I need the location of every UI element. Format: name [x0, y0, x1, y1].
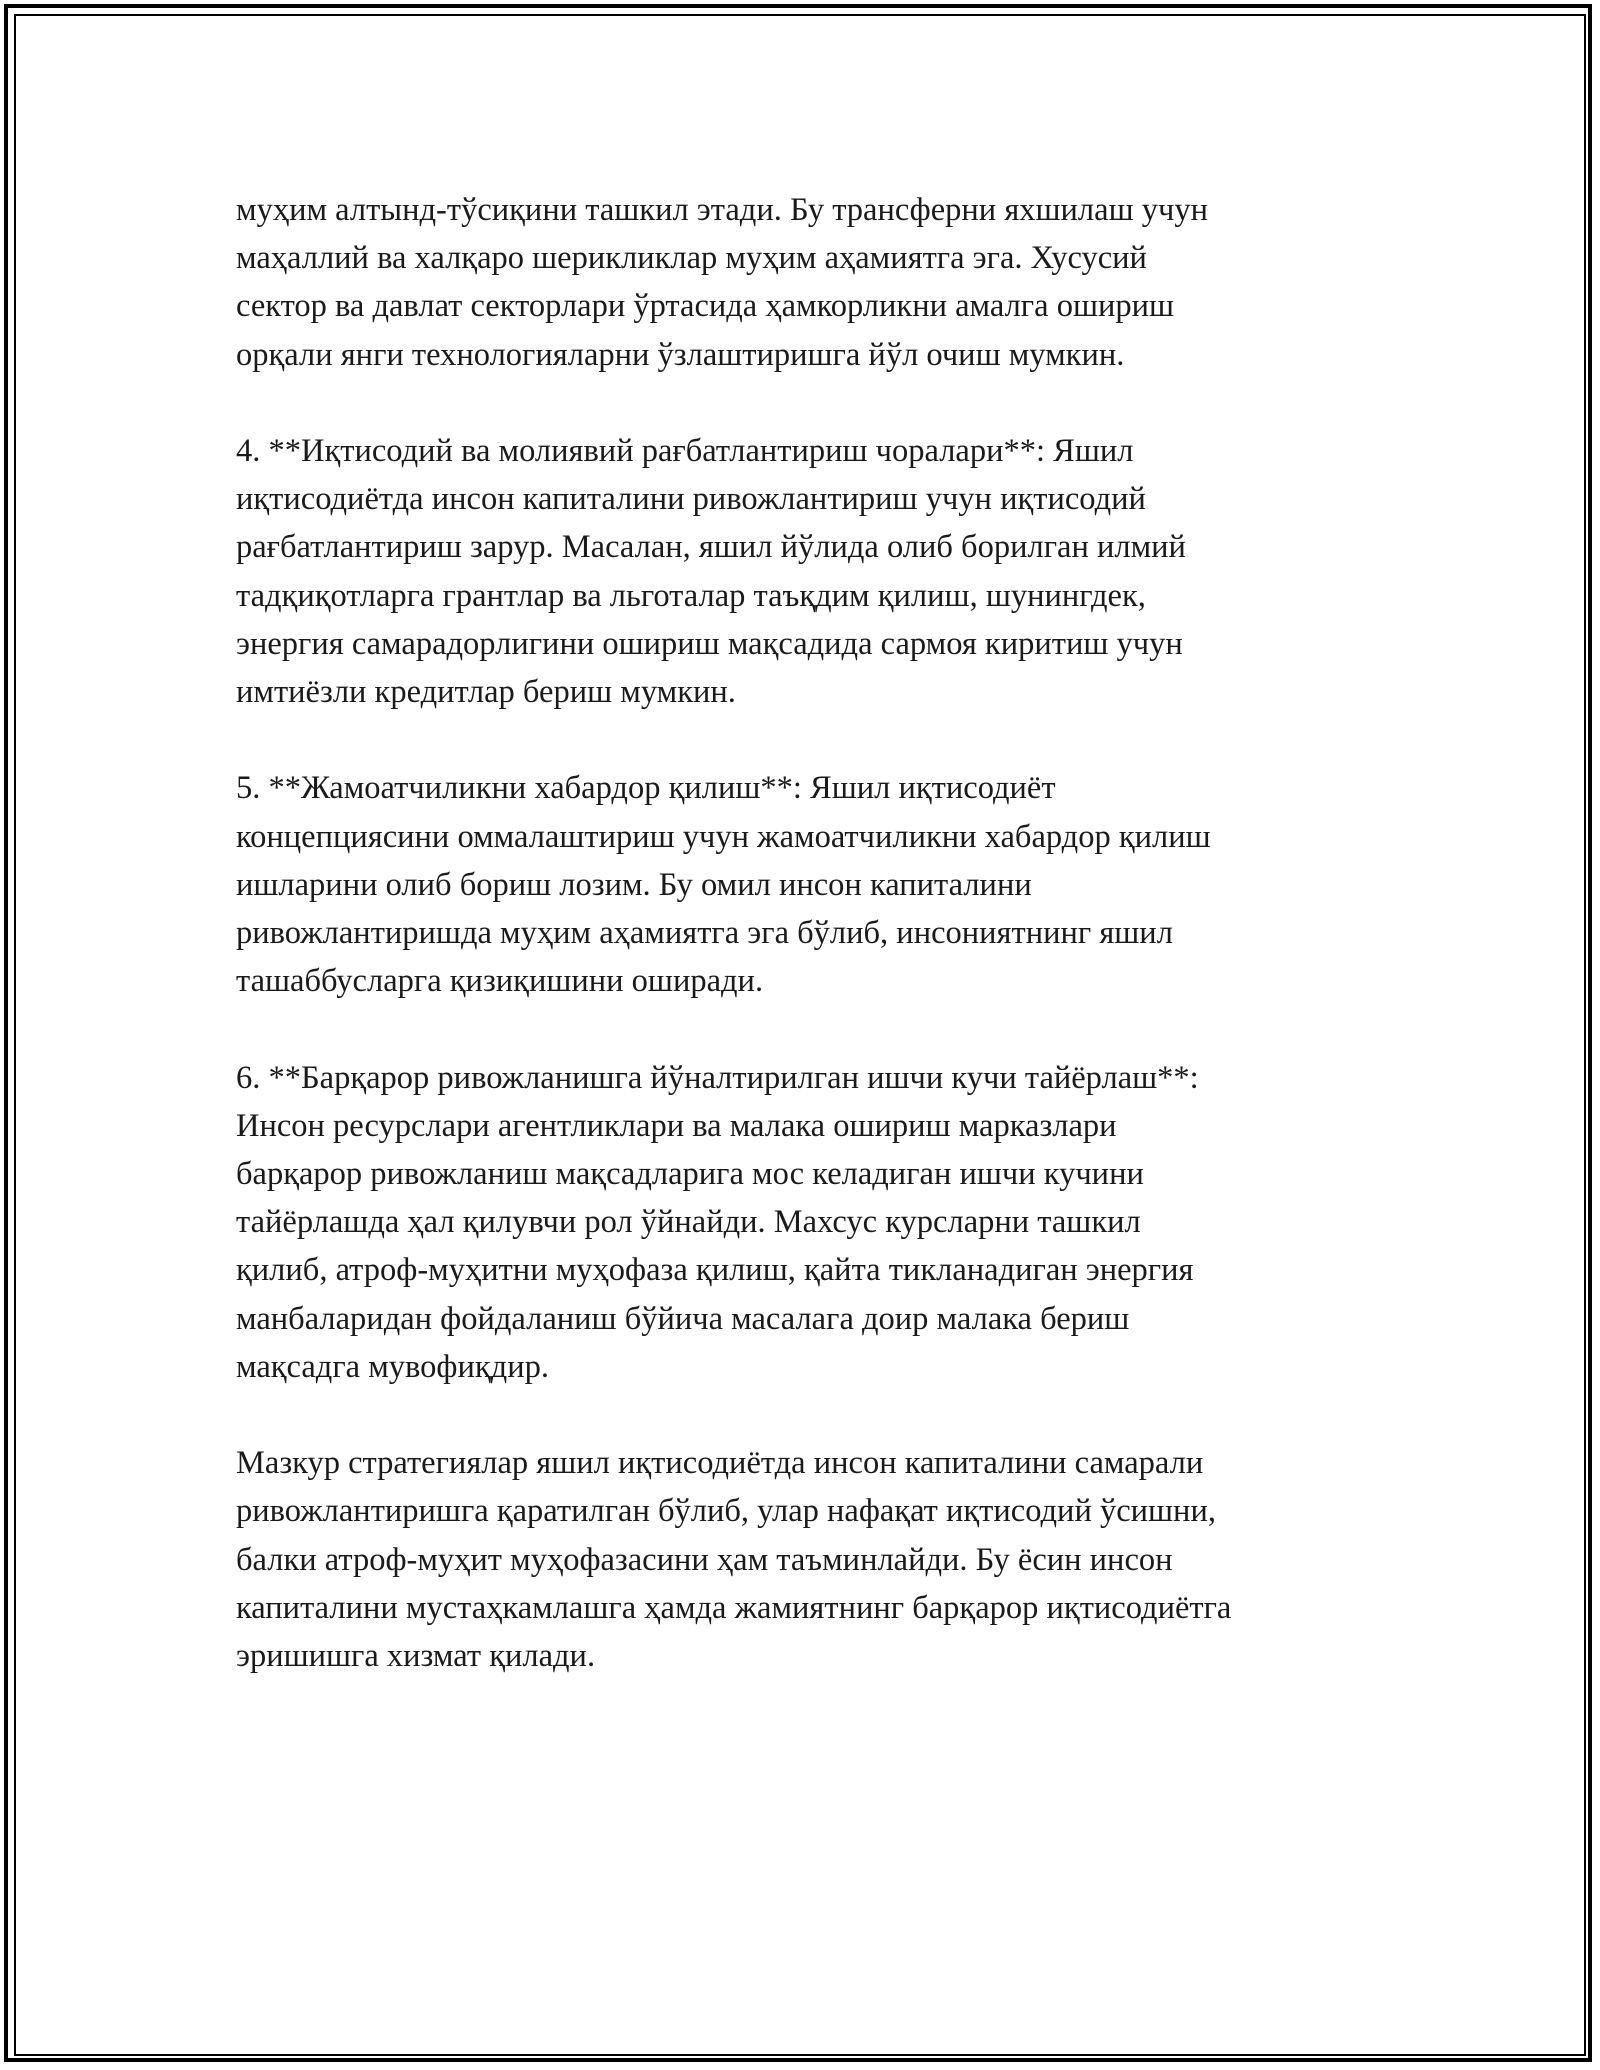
text-line: ривожлантиришга қаратилган бўлиб, улар нафақат иқтисодий ўсишни,: [236, 1493, 1216, 1530]
document-body: [236, 186, 1386, 1728]
text-line: сектор ва давлат секторлари ўртасида ҳамкорликни амалга ошириш: [236, 288, 1175, 325]
text-line: ривожлантиришда муҳим аҳамиятга эга бўлиб, инсониятнинг яшил: [236, 915, 1173, 952]
text-line: иқтисодиётда инсон капиталини ривожлантириш учун иқтисодий: [236, 481, 1146, 518]
text-line: концепциясини оммалаштириш учун жамоатчиликни хабардор қилиш: [236, 818, 1211, 855]
text-line: 6. **Барқарор ривожланишга йўналтирилган ишчи кучи тайёрлаш**:: [236, 1059, 1199, 1096]
paragraph-item-6: [236, 1054, 1386, 1391]
text-line: тадқиқотларга грантлар ва льготалар таъқдим қилиш, шунингдек,: [236, 577, 1146, 614]
text-line: тайёрлашда ҳал қилувчи рол ўйнайди. Махсус курсларни ташкил: [236, 1204, 1141, 1241]
text-line: Мазкур стратегиялар яшил иқтисодиётда инсон капиталини самарали: [236, 1445, 1204, 1482]
text-line: қилиб, атроф-муҳитни муҳофаза қилиш, қайта тикланадиган энергия: [236, 1252, 1194, 1289]
text-line: муҳим алтынд-тўсиқини ташкил этади. Бу трансферни яхшилаш учун: [236, 192, 1208, 228]
paragraph-item-5: [236, 764, 1386, 1005]
text-line: 5. **Жамоатчиликни хабардор қилиш**: Яшил иқтисодиёт: [236, 770, 1056, 807]
text-line: мақсадга мувофиқдир.: [236, 1348, 549, 1385]
text-line: орқали янги технологияларни ўзлаштиришга йўл очиш мумкин.: [236, 336, 1125, 373]
text-line: Инсон ресурслари агентликлари ва малака ошириш марказлари: [236, 1107, 1117, 1144]
paragraph-continuation: [236, 186, 1386, 379]
text-line: балки атроф-муҳит муҳофазасини ҳам таъминлайди. Бу ёсин инсон: [236, 1541, 1173, 1578]
text-line: ташаббусларга қизиқишини оширади.: [236, 963, 764, 1000]
text-line: манбаларидан фойдаланиш бўйича масалага доир малака бериш: [236, 1300, 1130, 1337]
text-line: имтиёзли кредитлар бериш мумкин.: [236, 674, 736, 711]
text-line: капиталини мустаҳкамлашга ҳамда жамиятнинг барқарор иқтисодиётга: [236, 1589, 1232, 1626]
text-line: 4. **Иқтисодий ва молиявий рағбатлантириш чоралари**: Яшил: [236, 433, 1134, 469]
text-line: ишларини олиб бориш лозим. Бу омил инсон капиталини: [236, 866, 1032, 903]
text-line: энергия самарадорлигини ошириш мақсадида сармоя киритиш учун: [236, 625, 1183, 662]
text-line: барқарор ривожланиш мақсадларига мос келадиган ишчи кучини: [236, 1156, 1144, 1193]
paragraph-item-4: [236, 427, 1386, 716]
paragraph-conclusion: [236, 1439, 1386, 1680]
text-line: рағбатлантириш зарур. Масалан, яшил йўлида олиб борилган илмий: [236, 529, 1186, 566]
text-line: эришишга хизмат қилади.: [236, 1638, 596, 1675]
text-line: маҳаллий ва халқаро шерикликлар муҳим аҳамиятга эга. Хусусий: [236, 240, 1147, 277]
